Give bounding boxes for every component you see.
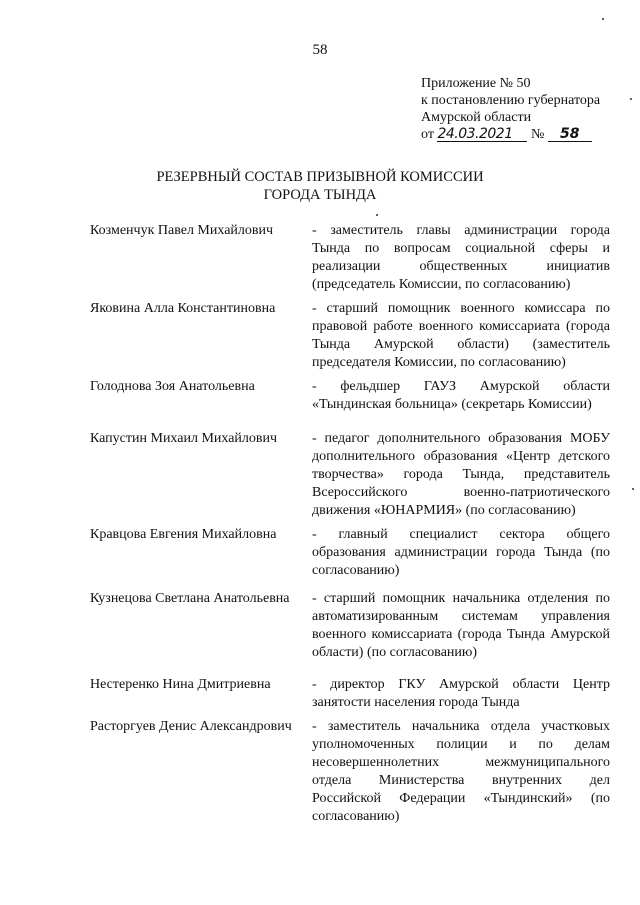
- member-role: - заместитель главы администрации города Тында по вопросам социальной сферы и реализации общественных инициатив (председатель Комиссии, по согласованию): [312, 223, 610, 292]
- scan-speck: [602, 18, 604, 20]
- scan-speck: [630, 98, 632, 100]
- handwritten-number: 58: [548, 127, 592, 142]
- appendix-region: Амурской области: [421, 110, 532, 125]
- title-line-1: РЕЗЕРВНЫЙ СОСТАВ ПРИЗЫВНОЙ КОМИССИИ: [156, 169, 484, 185]
- member-role: - главный специалист сектора общего образования администрации города Тында (по согласованию): [312, 527, 610, 578]
- title-line-2: ГОРОДА ТЫНДА: [263, 187, 377, 203]
- scan-speck: [376, 214, 378, 216]
- number-sign: №: [530, 127, 545, 142]
- scan-speck: [632, 488, 634, 490]
- member-name: Голоднова Зоя Анатольевна: [90, 379, 255, 394]
- member-name: Расторгуев Денис Александрович: [90, 719, 292, 734]
- member-role: - заместитель начальника отдела участковых уполномоченных полиции и по делам несовершеннолетних межмуниципального отдела Министерства внутренних дел Российской Федерации «Тындинский» (по согласованию): [312, 719, 610, 824]
- member-name: Козменчук Павел Михайлович: [90, 223, 274, 238]
- member-role: - фельдшер ГАУЗ Амурской области «Тындинская больница» (секретарь Комиссии): [312, 379, 610, 412]
- member-name: Нестеренко Нина Дмитриевна: [90, 677, 271, 692]
- page-number: 58: [312, 42, 328, 58]
- appendix-date-line: [421, 126, 600, 143]
- member-role: - педагог дополнительного образования МОБУ дополнительного образования «Центр детского творчества» города Тында, представитель Всероссийского военно-патриотического движения «ЮНАРМИЯ» (по согласованию): [312, 431, 610, 518]
- member-role: - директор ГКУ Амурской области Центр занятости населения города Тында: [312, 677, 610, 710]
- date-prefix: от: [421, 127, 434, 142]
- member-name: Кузнецова Светлана Анатольевна: [90, 591, 290, 606]
- member-name: Капустин Михаил Михайлович: [90, 431, 278, 446]
- member-name: Кравцова Евгения Михайловна: [90, 527, 277, 542]
- appendix-resolution: к постановлению губернатора: [421, 93, 601, 108]
- member-role: - старший помощник начальника отделения по автоматизированным системам управления военного комиссариата (города Тында Амурской области) (по согласованию): [312, 591, 610, 660]
- member-name: Яковина Алла Константиновна: [90, 301, 276, 316]
- appendix-number: Приложение № 50: [421, 76, 531, 91]
- document-title: [0, 168, 640, 204]
- handwritten-date: 24.03.2021: [437, 127, 527, 142]
- member-role: - старший помощник военного комиссара по правовой работе военного комиссариата (города Тында Амурской области) (заместитель председателя Комиссии, по согласованию): [312, 301, 610, 370]
- appendix-header: [421, 75, 600, 143]
